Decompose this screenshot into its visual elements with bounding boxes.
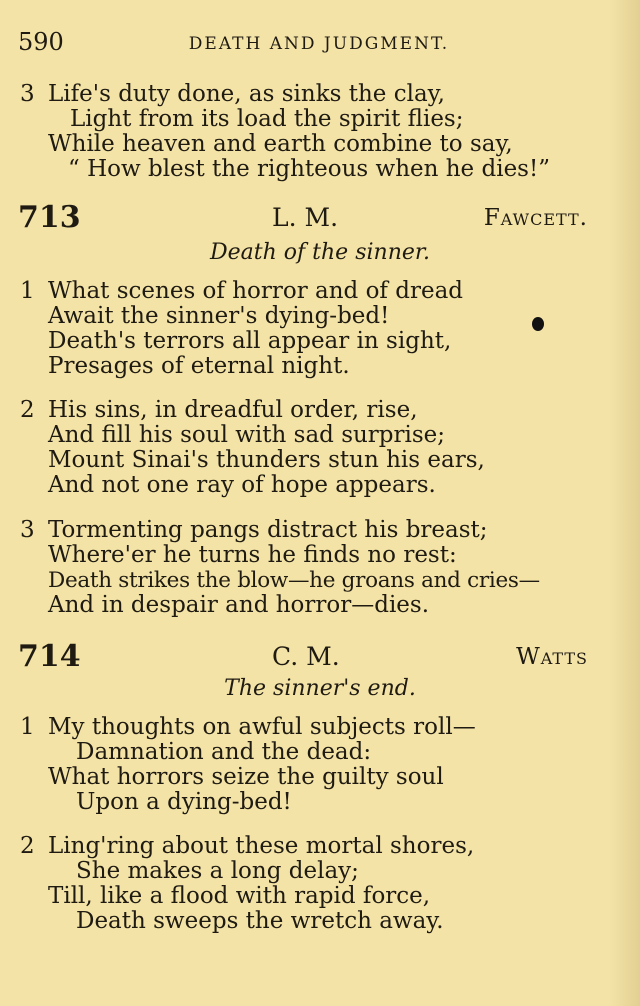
hymn-title: The sinner's end. — [224, 676, 416, 701]
verse-line: And in despair and horror—dies. — [48, 592, 430, 618]
verse-line: Light from its load the spirit flies; — [70, 106, 464, 132]
hymn-number: 713 — [18, 200, 81, 235]
stanza-number: 3 — [20, 517, 35, 543]
verse-line: She makes a long delay; — [76, 858, 359, 884]
stanza-number: 1 — [20, 714, 35, 740]
verse-line: “ How blest the righteous when he dies!” — [68, 156, 550, 182]
verse-line: Presages of eternal night. — [48, 353, 350, 379]
stanza-number: 3 — [20, 81, 35, 107]
verse-line: Mount Sinai's thunders stun his ears, — [48, 447, 485, 473]
verse-line: Upon a dying-bed! — [76, 789, 292, 815]
verse-line: Life's duty done, as sinks the clay, — [48, 81, 445, 107]
ink-speck — [532, 317, 544, 331]
verse-line: What scenes of horror and of dread — [48, 278, 464, 304]
page-header — [18, 28, 620, 58]
verse-line: And not one ray of hope appears. — [48, 472, 436, 498]
hymn-composer: Watts — [516, 644, 588, 670]
hymn-composer: Fawcett. — [483, 205, 588, 231]
verse-line: While heaven and earth combine to say, — [48, 131, 513, 157]
verse-line: Ling'ring about these mortal shores, — [48, 833, 475, 859]
verse-line: Death's terrors all appear in sight, — [48, 328, 452, 354]
hymn-meter: C. M. — [272, 642, 340, 671]
hymn-number: 714 — [18, 639, 81, 674]
verse-line: Await the sinner's dying-bed! — [48, 303, 390, 329]
verse-line: Death sweeps the wretch away. — [76, 908, 444, 934]
verse-line: What horrors seize the guilty soul — [48, 764, 444, 790]
hymn-meter: L. M. — [272, 203, 339, 232]
stanza-number: 2 — [20, 833, 35, 859]
page-number: 590 — [18, 28, 64, 56]
verse-line: Till, like a flood with rapid force, — [48, 883, 431, 909]
running-title: DEATH AND JUDGMENT. — [188, 34, 450, 54]
verse-line: Death strikes the blow—he groans and cries— — [48, 568, 540, 593]
verse-line: His sins, in dreadful order, rise, — [48, 397, 418, 423]
verse-line: Where'er he turns he finds no rest: — [48, 542, 457, 568]
page-edge-shadow — [610, 0, 640, 1006]
hymn-title: Death of the sinner. — [210, 240, 430, 265]
verse-line: Tormenting pangs distract his breast; — [48, 517, 488, 543]
verse-line: Damnation and the dead: — [76, 739, 372, 765]
stanza-number: 1 — [20, 278, 35, 304]
verse-line: And fill his soul with sad surprise; — [48, 422, 446, 448]
stanza-number: 2 — [20, 397, 35, 423]
verse-line: My thoughts on awful subjects roll— — [48, 714, 476, 740]
